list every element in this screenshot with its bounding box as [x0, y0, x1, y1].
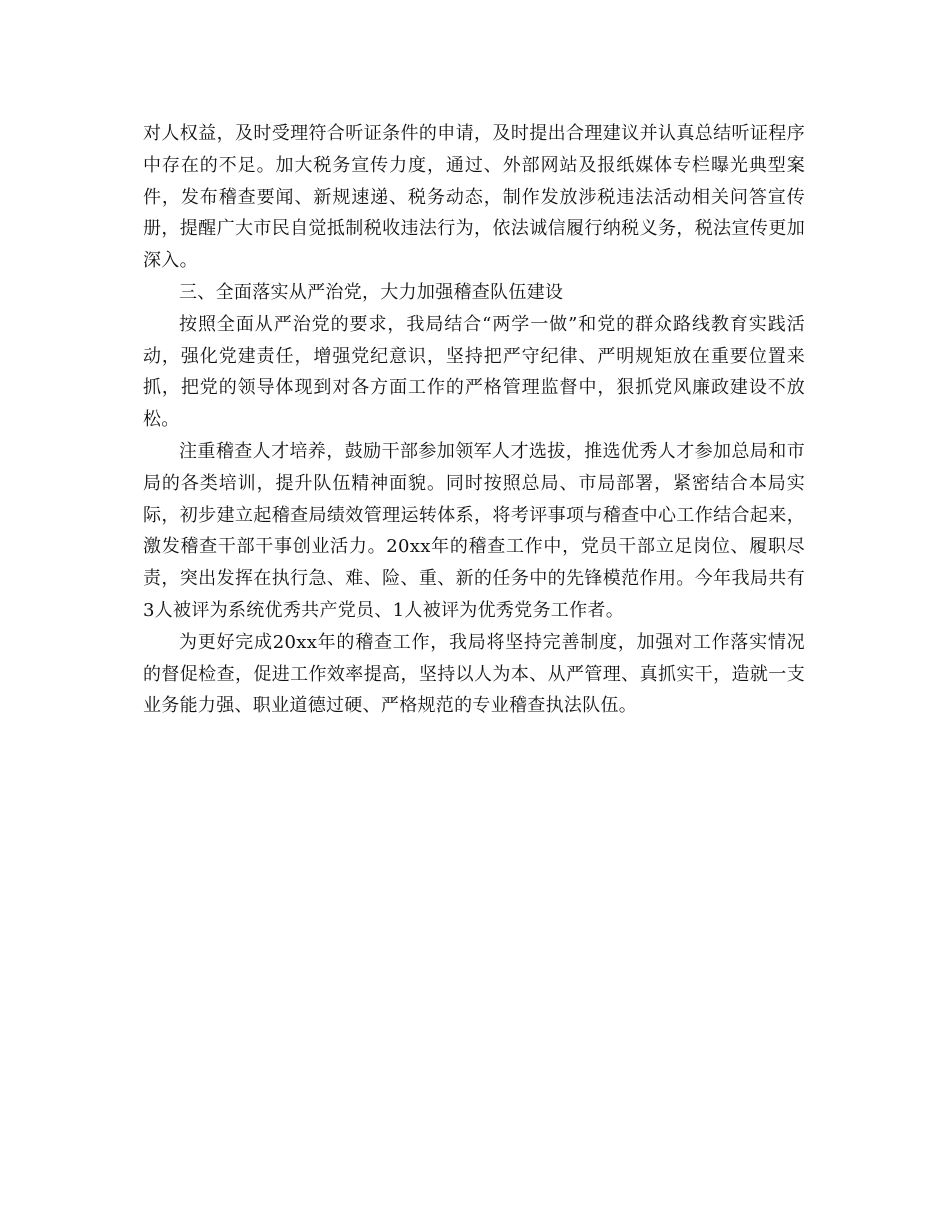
document-body: [143, 118, 805, 722]
paragraph: 按照全面从严治党的要求，我局结合“两学一做”和党的群众路线教育实践活动，强化党建责任，增强党纪意识，坚持把严守纪律、严明规矩放在重要位置来抓，把党的领导体现到对各方面工作的严格管理监督中，狠抓党风廉政建设不放松。: [143, 313, 805, 431]
paragraph-continuation: 对人权益，及时受理符合听证条件的申请，及时提出合理建议并认真总结听证程序中存在的不足。加大税务宣传力度，通过、外部网站及报纸媒体专栏曝光典型案件，发布稽查要闻、新规速递、税务动态，制作发放涉税违法活动相关问答宣传册，提醒广大市民自觉抵制税收违法行为，依法诚信履行纳税义务，税法宣传更加深入。: [143, 123, 805, 272]
section-heading: 三、全面落实从严治党，大力加强稽查队伍建设: [179, 281, 564, 303]
paragraph: 注重稽查人才培养，鼓励干部参加领军人才选拔，推选优秀人才参加总局和市局的各类培训，提升队伍精神面貌。同时按照总局、市局部署，紧密结合本局实际，初步建立起稽查局绩效管理运转体系，将考评事项与稽查中心工作结合起来，激发稽查干部干事创业活力。20xx年的稽查工作中，党员干部立足岗位、履职尽责，突出发挥在执行急、难、险、重、新的任务中的先锋模范作用。今年我局共有3人被评为系统优秀共产党员、1人被评为优秀党务工作者。: [143, 440, 805, 621]
paragraph: 为更好完成20xx年的稽查工作，我局将坚持完善制度，加强对工作落实情况的督促检查，促进工作效率提高，坚持以人为本、从严管理、真抓实干，造就一支业务能力强、职业道德过硬、严格规范的专业稽查执法队伍。: [143, 631, 805, 717]
